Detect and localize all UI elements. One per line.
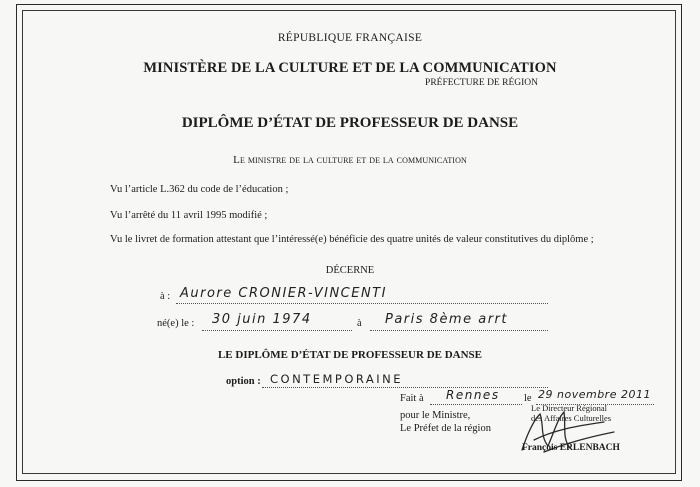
consideration-1: Vu l’article L.362 du code de l’éducation ; xyxy=(110,184,289,195)
minister-line: Le ministre de la culture et de la communication xyxy=(233,154,467,166)
birth-place-dotted-line xyxy=(370,330,548,331)
birth-date: 30 juin 1974 xyxy=(212,312,312,327)
birth-place-label: à xyxy=(357,318,362,329)
le-label: le xyxy=(524,393,532,404)
recipient-label: à : xyxy=(160,291,171,302)
birth-date-dotted-line xyxy=(202,330,352,331)
consideration-2: Vu l’arrêté du 11 avril 1995 modifié ; xyxy=(110,210,268,221)
prefecture-heading: PRÉFECTURE DE RÉGION xyxy=(425,78,538,88)
option-label: option : xyxy=(226,376,261,387)
fait-label: Fait à xyxy=(400,393,424,404)
option-value: CONTEMPORAINE xyxy=(270,372,404,386)
option-dotted-line xyxy=(262,387,548,388)
consideration-3: Vu le livret de formation attestant que l’intéressé(e) bénéficie des quatre unités de valeur constitutives du diplôme ; xyxy=(110,234,594,245)
place-dotted-line xyxy=(430,404,522,405)
diploma-title: DIPLÔME D’ÉTAT DE PROFESSEUR DE DANSE xyxy=(181,115,519,131)
birth-date-label: né(e) le : xyxy=(157,318,195,329)
stamp-line-1: Le Directeur Régional xyxy=(531,403,607,413)
diploma-awarded-line: LE DIPLÔME D’ÉTAT DE PROFESSEUR DE DANSE xyxy=(217,349,483,361)
ministry-heading: MINISTÈRE DE LA CULTURE ET DE LA COMMUNICATION xyxy=(143,60,557,76)
signatory-name: François ERLENBACH xyxy=(522,443,620,453)
recipient-name: Aurore CRONIER-VINCENTI xyxy=(180,286,387,301)
prefet-region: Le Préfet de la région xyxy=(400,423,491,434)
birth-place: Paris 8ème arrt xyxy=(385,312,508,327)
signing-date: 29 novembre 2011 xyxy=(538,388,651,401)
stamp-line-2: des Affaires Culturelles xyxy=(531,413,612,423)
signing-place: Rennes xyxy=(446,388,500,402)
name-dotted-line xyxy=(176,303,548,304)
decerne-heading: DÉCERNE xyxy=(325,265,375,276)
republic-heading: RÉPUBLIQUE FRANÇAISE xyxy=(277,32,423,44)
pour-le-ministre: pour le Ministre, xyxy=(400,410,471,421)
